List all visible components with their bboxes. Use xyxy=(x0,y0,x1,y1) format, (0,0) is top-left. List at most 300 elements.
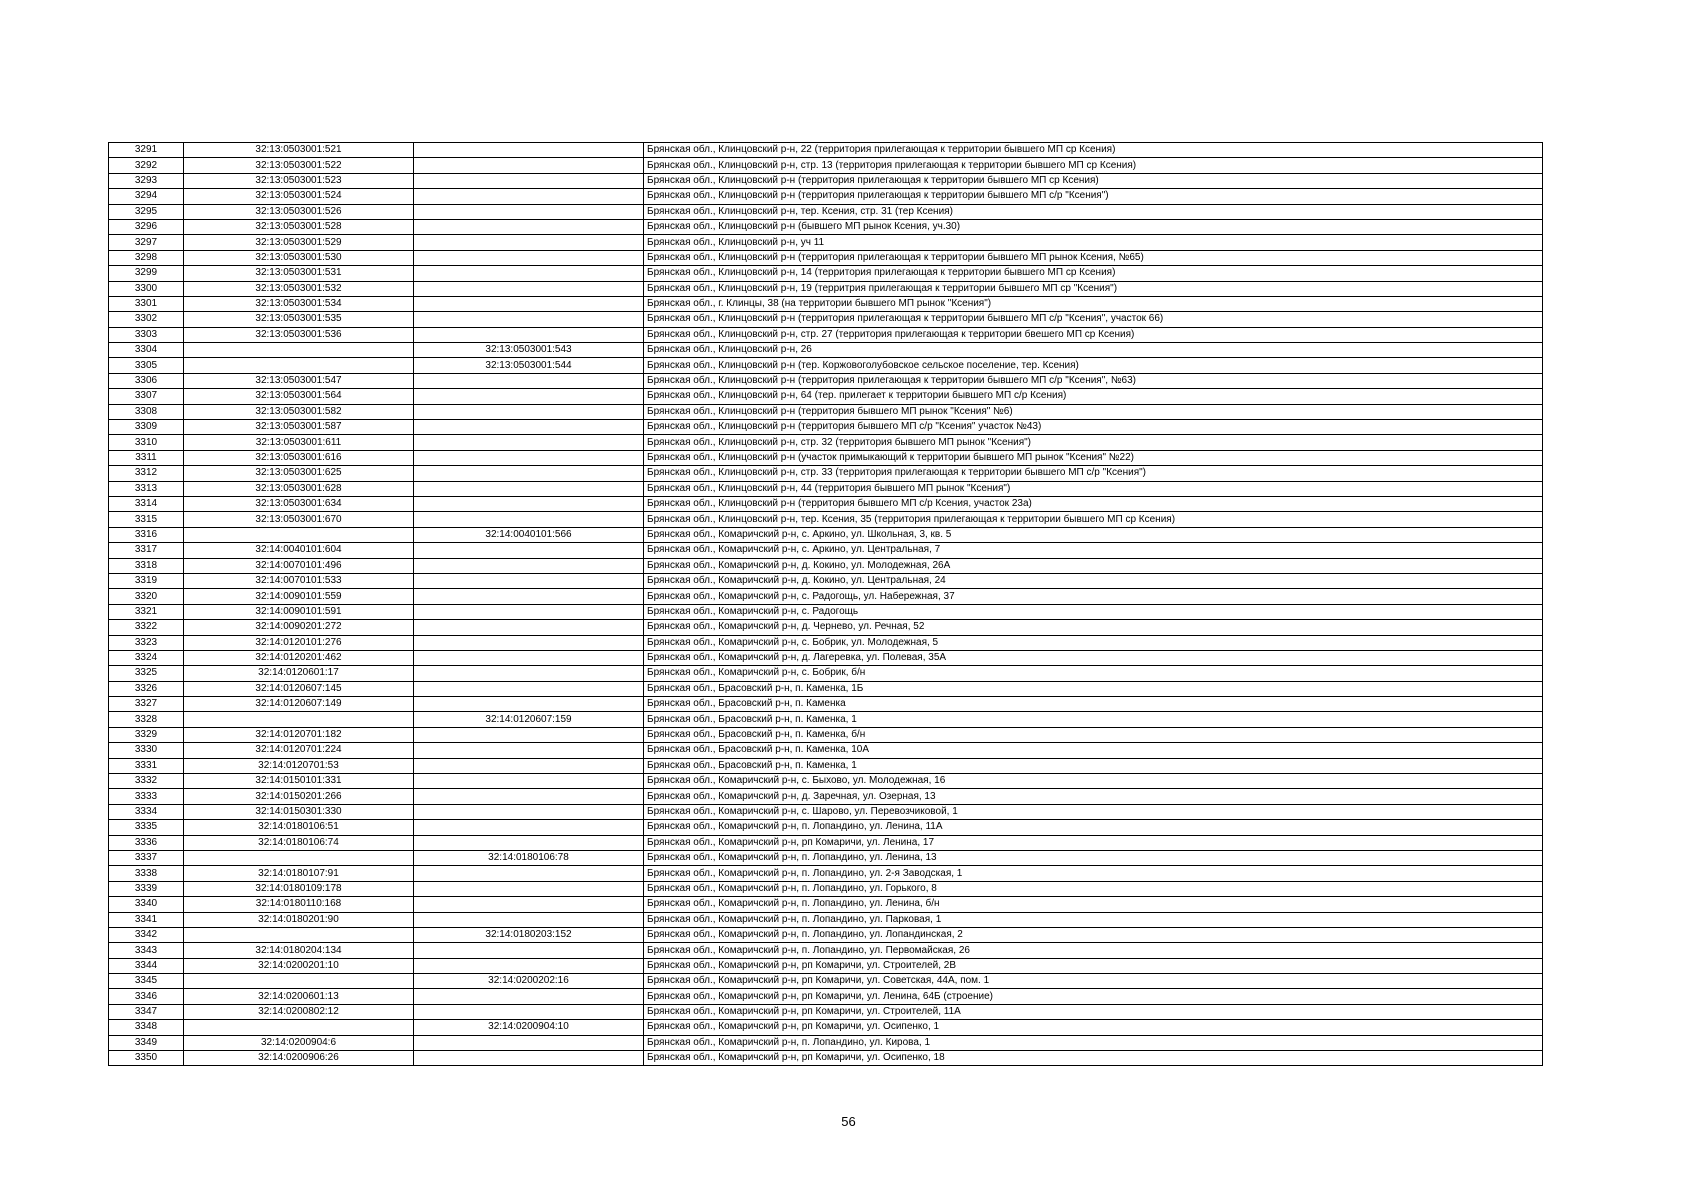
cadastral-number-cell: 32:14:0120701:182 xyxy=(184,727,414,742)
address-cell: Брянская обл., Клинцовский р-н, 64 (тер. прилегает к территории бывшего МП с/р Ксения) xyxy=(644,389,1543,404)
cadastral-number-cell: 32:14:0120701:224 xyxy=(184,743,414,758)
table-row xyxy=(109,250,1543,265)
row-number-cell: 3328 xyxy=(109,712,184,727)
address-cell: Брянская обл., Комаричский р-н, рп Комаричи, ул. Ленина, 17 xyxy=(644,835,1543,850)
cadastral-number-cell xyxy=(184,1020,414,1035)
address-cell: Брянская обл., Комаричский р-н, п. Лопандино, ул. Горького, 8 xyxy=(644,881,1543,896)
address-cell: Брянская обл., Брасовский р-н, п. Каменка, 1Б xyxy=(644,681,1543,696)
cadastral-number-alt-cell xyxy=(414,189,644,204)
table-row xyxy=(109,774,1543,789)
row-number-cell: 3309 xyxy=(109,420,184,435)
address-cell: Брянская обл., Клинцовский р-н, 22 (территория прилегающая к территории бывшего МП ср Ксения) xyxy=(644,143,1543,158)
cadastral-number-cell: 32:14:0150201:266 xyxy=(184,789,414,804)
cadastral-number-alt-cell xyxy=(414,281,644,296)
row-number-cell: 3305 xyxy=(109,358,184,373)
address-cell: Брянская обл., Брасовский р-н, п. Каменка, 1 xyxy=(644,758,1543,773)
address-cell: Брянская обл., Клинцовский р-н, стр. 13 (территория прилегающая к территории бывшего МП ср Ксения) xyxy=(644,158,1543,173)
table-row xyxy=(109,635,1543,650)
table-row xyxy=(109,1051,1543,1066)
row-number-cell: 3341 xyxy=(109,912,184,927)
cadastral-number-cell: 32:13:0503001:523 xyxy=(184,173,414,188)
row-number-cell: 3307 xyxy=(109,389,184,404)
cadastral-number-alt-cell xyxy=(414,373,644,388)
cadastral-number-cell xyxy=(184,343,414,358)
cadastral-number-alt-cell xyxy=(414,820,644,835)
cadastral-number-alt-cell xyxy=(414,804,644,819)
cadastral-number-alt-cell xyxy=(414,589,644,604)
table-row xyxy=(109,835,1543,850)
address-cell: Брянская обл., Брасовский р-н, п. Каменка, б/н xyxy=(644,727,1543,742)
address-cell: Брянская обл., Комаричский р-н, п. Лопандино, ул. Ленина, 13 xyxy=(644,850,1543,865)
table-row xyxy=(109,620,1543,635)
row-number-cell: 3304 xyxy=(109,343,184,358)
row-number-cell: 3303 xyxy=(109,327,184,342)
cadastral-number-cell: 32:13:0503001:625 xyxy=(184,466,414,481)
cadastral-number-cell: 32:13:0503001:524 xyxy=(184,189,414,204)
table-row xyxy=(109,604,1543,619)
address-cell: Брянская обл., Комаричский р-н, п. Лопандино, ул. Ленина, 11А xyxy=(644,820,1543,835)
property-table xyxy=(108,142,1543,1066)
address-cell: Брянская обл., Клинцовский р-н (территория прилегающая к территории бывшего МП рынок Ксения, №65) xyxy=(644,250,1543,265)
cadastral-number-cell xyxy=(184,358,414,373)
address-cell: Брянская обл., Комаричский р-н, д. Заречная, ул. Озерная, 13 xyxy=(644,789,1543,804)
cadastral-number-cell: 32:13:0503001:528 xyxy=(184,219,414,234)
table-row xyxy=(109,404,1543,419)
cadastral-number-cell: 32:13:0503001:532 xyxy=(184,281,414,296)
cadastral-number-alt-cell xyxy=(414,743,644,758)
cadastral-number-alt-cell xyxy=(414,912,644,927)
row-number-cell: 3332 xyxy=(109,774,184,789)
cadastral-number-alt-cell xyxy=(414,250,644,265)
property-table-container xyxy=(108,142,1542,1066)
cadastral-number-cell xyxy=(184,527,414,542)
address-cell: Брянская обл., Комаричский р-н, рп Комаричи, ул. Осипенко, 18 xyxy=(644,1051,1543,1066)
cadastral-number-cell: 32:14:0120607:149 xyxy=(184,697,414,712)
cadastral-number-alt-cell xyxy=(414,897,644,912)
cadastral-number-alt-cell xyxy=(414,327,644,342)
table-row xyxy=(109,543,1543,558)
cadastral-number-alt-cell xyxy=(414,404,644,419)
cadastral-number-alt-cell xyxy=(414,1051,644,1066)
row-number-cell: 3318 xyxy=(109,558,184,573)
address-cell: Брянская обл., Брасовский р-н, п. Каменка xyxy=(644,697,1543,712)
address-cell: Брянская обл., Комаричский р-н, с. Аркино, ул. Школьная, 3, кв. 5 xyxy=(644,527,1543,542)
row-number-cell: 3339 xyxy=(109,881,184,896)
cadastral-number-cell: 32:14:0180110:168 xyxy=(184,897,414,912)
address-cell: Брянская обл., Комаричский р-н, рп Комаричи, ул. Осипенко, 1 xyxy=(644,1020,1543,1035)
row-number-cell: 3342 xyxy=(109,927,184,942)
cadastral-number-cell: 32:14:0040101:604 xyxy=(184,543,414,558)
address-cell: Брянская обл., Клинцовский р-н (территория прилегающая к территории бывшего МП с/р "Ксения", участок 66) xyxy=(644,312,1543,327)
row-number-cell: 3312 xyxy=(109,466,184,481)
table-row xyxy=(109,897,1543,912)
row-number-cell: 3322 xyxy=(109,620,184,635)
address-cell: Брянская обл., Комаричский р-н, п. Лопандино, ул. Ленина, б/н xyxy=(644,897,1543,912)
row-number-cell: 3316 xyxy=(109,527,184,542)
address-cell: Брянская обл., Клинцовский р-н (территория прилегающая к территории бывшего МП с/р "Ксения", №63) xyxy=(644,373,1543,388)
cadastral-number-alt-cell xyxy=(414,389,644,404)
table-row xyxy=(109,820,1543,835)
address-cell: Брянская обл., Комаричский р-н, с. Радогощь, ул. Набережная, 37 xyxy=(644,589,1543,604)
row-number-cell: 3319 xyxy=(109,573,184,588)
table-row xyxy=(109,512,1543,527)
address-cell: Брянская обл., Клинцовский р-н, тер. Ксения, 35 (территория прилегающая к территории бывшего МП ср Ксения) xyxy=(644,512,1543,527)
address-cell: Брянская обл., Клинцовский р-н, стр. 32 (территория бывшего МП рынок "Ксения") xyxy=(644,435,1543,450)
row-number-cell: 3323 xyxy=(109,635,184,650)
table-row xyxy=(109,850,1543,865)
row-number-cell: 3326 xyxy=(109,681,184,696)
row-number-cell: 3325 xyxy=(109,666,184,681)
cadastral-number-alt-cell xyxy=(414,681,644,696)
address-cell: Брянская обл., Комаричский р-н, п. Лопандино, ул. Лопандинская, 2 xyxy=(644,927,1543,942)
cadastral-number-cell xyxy=(184,712,414,727)
address-cell: Брянская обл., Клинцовский р-н, 44 (территория бывшего МП рынок "Ксения") xyxy=(644,481,1543,496)
cadastral-number-cell: 32:13:0503001:521 xyxy=(184,143,414,158)
row-number-cell: 3306 xyxy=(109,373,184,388)
row-number-cell: 3320 xyxy=(109,589,184,604)
cadastral-number-alt-cell xyxy=(414,635,644,650)
address-cell: Брянская обл., Клинцовский р-н (территория прилегающая к территории бывшего МП ср Ксения) xyxy=(644,173,1543,188)
cadastral-number-alt-cell xyxy=(414,158,644,173)
cadastral-number-alt-cell xyxy=(414,296,644,311)
cadastral-number-cell: 32:14:0070101:533 xyxy=(184,573,414,588)
cadastral-number-alt-cell xyxy=(414,989,644,1004)
cadastral-number-cell: 32:14:0180106:51 xyxy=(184,820,414,835)
table-row xyxy=(109,420,1543,435)
address-cell: Брянская обл., Комаричский р-н, п. Лопандино, ул. Первомайская, 26 xyxy=(644,943,1543,958)
cadastral-number-alt-cell xyxy=(414,543,644,558)
cadastral-number-alt-cell xyxy=(414,420,644,435)
cadastral-number-alt-cell xyxy=(414,835,644,850)
row-number-cell: 3330 xyxy=(109,743,184,758)
address-cell: Брянская обл., г. Клинцы, 38 (на территории бывшего МП рынок "Ксения") xyxy=(644,296,1543,311)
cadastral-number-alt-cell xyxy=(414,774,644,789)
cadastral-number-cell: 32:13:0503001:587 xyxy=(184,420,414,435)
table-row xyxy=(109,573,1543,588)
cadastral-number-cell: 32:14:0200601:13 xyxy=(184,989,414,1004)
table-row xyxy=(109,466,1543,481)
address-cell: Брянская обл., Клинцовский р-н (тер. Коржовоголубовское сельское поселение, тер. Ксения) xyxy=(644,358,1543,373)
cadastral-number-cell: 32:14:0180109:178 xyxy=(184,881,414,896)
row-number-cell: 3333 xyxy=(109,789,184,804)
table-row xyxy=(109,481,1543,496)
cadastral-number-alt-cell xyxy=(414,312,644,327)
cadastral-number-alt-cell xyxy=(414,481,644,496)
cadastral-number-alt-cell: 32:14:0120607:159 xyxy=(414,712,644,727)
row-number-cell: 3292 xyxy=(109,158,184,173)
address-cell: Брянская обл., Клинцовский р-н, стр. 27 (территория прилегающая к территории бвешего МП ср Ксения) xyxy=(644,327,1543,342)
cadastral-number-alt-cell xyxy=(414,697,644,712)
table-row xyxy=(109,358,1543,373)
table-row xyxy=(109,143,1543,158)
address-cell: Брянская обл., Клинцовский р-н, уч 11 xyxy=(644,235,1543,250)
table-row xyxy=(109,789,1543,804)
cadastral-number-cell xyxy=(184,850,414,865)
cadastral-number-alt-cell xyxy=(414,573,644,588)
cadastral-number-cell: 32:13:0503001:582 xyxy=(184,404,414,419)
table-row xyxy=(109,327,1543,342)
address-cell: Брянская обл., Клинцовский р-н, стр. 33 (территория прилегающая к территории бывшего МП с/р "Ксения") xyxy=(644,466,1543,481)
row-number-cell: 3337 xyxy=(109,850,184,865)
address-cell: Брянская обл., Клинцовский р-н, 26 xyxy=(644,343,1543,358)
cadastral-number-alt-cell xyxy=(414,866,644,881)
cadastral-number-alt-cell xyxy=(414,1004,644,1019)
cadastral-number-alt-cell xyxy=(414,604,644,619)
address-cell: Брянская обл., Комаричский р-н, с. Радогощь xyxy=(644,604,1543,619)
row-number-cell: 3299 xyxy=(109,266,184,281)
cadastral-number-alt-cell xyxy=(414,266,644,281)
cadastral-number-alt-cell xyxy=(414,666,644,681)
cadastral-number-alt-cell: 32:14:0200202:16 xyxy=(414,974,644,989)
cadastral-number-cell: 32:14:0180201:90 xyxy=(184,912,414,927)
cadastral-number-alt-cell xyxy=(414,758,644,773)
row-number-cell: 3313 xyxy=(109,481,184,496)
table-row xyxy=(109,219,1543,234)
cadastral-number-alt-cell xyxy=(414,958,644,973)
cadastral-number-alt-cell xyxy=(414,450,644,465)
row-number-cell: 3340 xyxy=(109,897,184,912)
table-row xyxy=(109,389,1543,404)
table-row xyxy=(109,189,1543,204)
address-cell: Брянская обл., Комаричский р-н, рп Комаричи, ул. Строителей, 11А xyxy=(644,1004,1543,1019)
cadastral-number-cell: 32:14:0200201:10 xyxy=(184,958,414,973)
row-number-cell: 3334 xyxy=(109,804,184,819)
table-row xyxy=(109,235,1543,250)
table-row xyxy=(109,866,1543,881)
address-cell: Брянская обл., Комаричский р-н, п. Лопандино, ул. Кирова, 1 xyxy=(644,1035,1543,1050)
table-row xyxy=(109,281,1543,296)
row-number-cell: 3291 xyxy=(109,143,184,158)
cadastral-number-alt-cell: 32:14:0180106:78 xyxy=(414,850,644,865)
row-number-cell: 3297 xyxy=(109,235,184,250)
address-cell: Брянская обл., Комаричский р-н, рп Комаричи, ул. Ленина, 64Б (строение) xyxy=(644,989,1543,1004)
table-row xyxy=(109,373,1543,388)
address-cell: Брянская обл., Брасовский р-н, п. Каменка, 1 xyxy=(644,712,1543,727)
cadastral-number-cell: 32:14:0120601:17 xyxy=(184,666,414,681)
address-cell: Брянская обл., Комаричский р-н, с. Шарово, ул. Перевозчиковой, 1 xyxy=(644,804,1543,819)
address-cell: Брянская обл., Клинцовский р-н (территория бывшего МП рынок "Ксения" №6) xyxy=(644,404,1543,419)
cadastral-number-cell: 32:13:0503001:670 xyxy=(184,512,414,527)
address-cell: Брянская обл., Комаричский р-н, с. Быхово, ул. Молодежная, 16 xyxy=(644,774,1543,789)
cadastral-number-cell: 32:14:0120607:145 xyxy=(184,681,414,696)
cadastral-number-cell: 32:14:0200904:6 xyxy=(184,1035,414,1050)
row-number-cell: 3308 xyxy=(109,404,184,419)
page-number: 56 xyxy=(841,1114,856,1129)
cadastral-number-alt-cell: 32:14:0040101:566 xyxy=(414,527,644,542)
cadastral-number-cell: 32:14:0120101:276 xyxy=(184,635,414,650)
row-number-cell: 3300 xyxy=(109,281,184,296)
address-cell: Брянская обл., Комаричский р-н, п. Лопандино, ул. Парковая, 1 xyxy=(644,912,1543,927)
row-number-cell: 3346 xyxy=(109,989,184,1004)
table-row xyxy=(109,943,1543,958)
cadastral-number-cell: 32:14:0090201:272 xyxy=(184,620,414,635)
cadastral-number-cell: 32:13:0503001:531 xyxy=(184,266,414,281)
row-number-cell: 3347 xyxy=(109,1004,184,1019)
row-number-cell: 3345 xyxy=(109,974,184,989)
cadastral-number-alt-cell xyxy=(414,496,644,511)
row-number-cell: 3298 xyxy=(109,250,184,265)
cadastral-number-alt-cell xyxy=(414,558,644,573)
cadastral-number-cell: 32:14:0090101:591 xyxy=(184,604,414,619)
row-number-cell: 3317 xyxy=(109,543,184,558)
cadastral-number-cell: 32:13:0503001:616 xyxy=(184,450,414,465)
address-cell: Брянская обл., Клинцовский р-н, 14 (территория прилегающая к территории бывшего МП ср Ксения) xyxy=(644,266,1543,281)
address-cell: Брянская обл., Клинцовский р-н (территория прилегающая к территории бывшего МП с/р "Ксения") xyxy=(644,189,1543,204)
table-row xyxy=(109,1035,1543,1050)
table-row xyxy=(109,158,1543,173)
address-cell: Брянская обл., Клинцовский р-н, 19 (территрия прилегающая к территории бывшего МП ср "Ксения") xyxy=(644,281,1543,296)
cadastral-number-cell: 32:13:0503001:564 xyxy=(184,389,414,404)
table-row xyxy=(109,958,1543,973)
row-number-cell: 3295 xyxy=(109,204,184,219)
cadastral-number-cell: 32:14:0180106:74 xyxy=(184,835,414,850)
table-row xyxy=(109,804,1543,819)
cadastral-number-alt-cell: 32:13:0503001:543 xyxy=(414,343,644,358)
table-row xyxy=(109,558,1543,573)
cadastral-number-alt-cell xyxy=(414,727,644,742)
cadastral-number-alt-cell xyxy=(414,650,644,665)
cadastral-number-cell: 32:13:0503001:529 xyxy=(184,235,414,250)
table-row xyxy=(109,989,1543,1004)
table-row xyxy=(109,1020,1543,1035)
cadastral-number-cell: 32:14:0180107:91 xyxy=(184,866,414,881)
row-number-cell: 3296 xyxy=(109,219,184,234)
table-row xyxy=(109,204,1543,219)
table-row xyxy=(109,927,1543,942)
row-number-cell: 3343 xyxy=(109,943,184,958)
cadastral-number-cell: 32:13:0503001:526 xyxy=(184,204,414,219)
cadastral-number-cell: 32:13:0503001:547 xyxy=(184,373,414,388)
row-number-cell: 3349 xyxy=(109,1035,184,1050)
cadastral-number-cell: 32:13:0503001:534 xyxy=(184,296,414,311)
cadastral-number-cell: 32:13:0503001:535 xyxy=(184,312,414,327)
table-row xyxy=(109,450,1543,465)
cadastral-number-alt-cell xyxy=(414,466,644,481)
table-row xyxy=(109,312,1543,327)
cadastral-number-cell: 32:14:0150301:330 xyxy=(184,804,414,819)
cadastral-number-alt-cell xyxy=(414,173,644,188)
row-number-cell: 3302 xyxy=(109,312,184,327)
cadastral-number-cell: 32:14:0070101:496 xyxy=(184,558,414,573)
address-cell: Брянская обл., Клинцовский р-н, тер. Ксения, стр. 31 (тер Ксения) xyxy=(644,204,1543,219)
cadastral-number-alt-cell xyxy=(414,943,644,958)
cadastral-number-alt-cell xyxy=(414,235,644,250)
cadastral-number-alt-cell xyxy=(414,435,644,450)
address-cell: Брянская обл., Комаричский р-н, д. Кокино, ул. Центральная, 24 xyxy=(644,573,1543,588)
table-row xyxy=(109,266,1543,281)
cadastral-number-alt-cell xyxy=(414,219,644,234)
row-number-cell: 3336 xyxy=(109,835,184,850)
table-row xyxy=(109,712,1543,727)
cadastral-number-cell: 32:14:0150101:331 xyxy=(184,774,414,789)
address-cell: Брянская обл., Брасовский р-н, п. Каменка, 10А xyxy=(644,743,1543,758)
row-number-cell: 3335 xyxy=(109,820,184,835)
cadastral-number-cell: 32:13:0503001:536 xyxy=(184,327,414,342)
cadastral-number-alt-cell: 32:14:0200904:10 xyxy=(414,1020,644,1035)
row-number-cell: 3331 xyxy=(109,758,184,773)
address-cell: Брянская обл., Комаричский р-н, рп Комаричи, ул. Советская, 44А, пом. 1 xyxy=(644,974,1543,989)
row-number-cell: 3327 xyxy=(109,697,184,712)
address-cell: Брянская обл., Комаричский р-н, д. Лагеревка, ул. Полевая, 35А xyxy=(644,650,1543,665)
cadastral-number-alt-cell xyxy=(414,881,644,896)
cadastral-number-cell: 32:14:0090101:559 xyxy=(184,589,414,604)
cadastral-number-alt-cell: 32:13:0503001:544 xyxy=(414,358,644,373)
address-cell: Брянская обл., Клинцовский р-н (участок примыкающий к территории бывшего МП рынок "Ксения" №22) xyxy=(644,450,1543,465)
table-row xyxy=(109,435,1543,450)
address-cell: Брянская обл., Комаричский р-н, д. Кокино, ул. Молодежная, 26А xyxy=(644,558,1543,573)
table-row xyxy=(109,173,1543,188)
cadastral-number-alt-cell xyxy=(414,204,644,219)
cadastral-number-cell xyxy=(184,927,414,942)
table-row xyxy=(109,912,1543,927)
address-cell: Брянская обл., Комаричский р-н, с. Бобрик, б/н xyxy=(644,666,1543,681)
row-number-cell: 3344 xyxy=(109,958,184,973)
table-row xyxy=(109,881,1543,896)
table-row xyxy=(109,727,1543,742)
cadastral-number-cell: 32:13:0503001:530 xyxy=(184,250,414,265)
row-number-cell: 3301 xyxy=(109,296,184,311)
row-number-cell: 3310 xyxy=(109,435,184,450)
address-cell: Брянская обл., Клинцовский р-н (территория бывшего МП с/р Ксения, участок 23а) xyxy=(644,496,1543,511)
row-number-cell: 3314 xyxy=(109,496,184,511)
address-cell: Брянская обл., Комаричский р-н, п. Лопандино, ул. 2-я Заводская, 1 xyxy=(644,866,1543,881)
table-row xyxy=(109,743,1543,758)
table-row xyxy=(109,343,1543,358)
address-cell: Брянская обл., Комаричский р-н, с. Бобрик, ул. Молодежная, 5 xyxy=(644,635,1543,650)
cadastral-number-alt-cell xyxy=(414,143,644,158)
address-cell: Брянская обл., Комаричский р-н, с. Аркино, ул. Центральная, 7 xyxy=(644,543,1543,558)
table-row xyxy=(109,650,1543,665)
table-row xyxy=(109,496,1543,511)
row-number-cell: 3329 xyxy=(109,727,184,742)
cadastral-number-cell: 32:14:0200906:26 xyxy=(184,1051,414,1066)
cadastral-number-cell: 32:14:0200802:12 xyxy=(184,1004,414,1019)
cadastral-number-alt-cell xyxy=(414,1035,644,1050)
row-number-cell: 3324 xyxy=(109,650,184,665)
cadastral-number-cell: 32:14:0180204:134 xyxy=(184,943,414,958)
table-row xyxy=(109,527,1543,542)
row-number-cell: 3293 xyxy=(109,173,184,188)
table-row xyxy=(109,697,1543,712)
table-row xyxy=(109,296,1543,311)
address-cell: Брянская обл., Комаричский р-н, д. Чернево, ул. Речная, 52 xyxy=(644,620,1543,635)
row-number-cell: 3338 xyxy=(109,866,184,881)
cadastral-number-cell: 32:13:0503001:611 xyxy=(184,435,414,450)
cadastral-number-cell: 32:13:0503001:522 xyxy=(184,158,414,173)
cadastral-number-alt-cell xyxy=(414,512,644,527)
row-number-cell: 3350 xyxy=(109,1051,184,1066)
row-number-cell: 3294 xyxy=(109,189,184,204)
cadastral-number-cell: 32:13:0503001:634 xyxy=(184,496,414,511)
cadastral-number-alt-cell xyxy=(414,620,644,635)
cadastral-number-cell: 32:14:0120201:462 xyxy=(184,650,414,665)
address-cell: Брянская обл., Комаричский р-н, рп Комаричи, ул. Строителей, 2В xyxy=(644,958,1543,973)
cadastral-number-cell: 32:14:0120701:53 xyxy=(184,758,414,773)
table-row xyxy=(109,974,1543,989)
row-number-cell: 3321 xyxy=(109,604,184,619)
cadastral-number-alt-cell xyxy=(414,789,644,804)
address-cell: Брянская обл., Клинцовский р-н (территория бывшего МП с/р "Ксения" участок №43) xyxy=(644,420,1543,435)
table-row xyxy=(109,589,1543,604)
row-number-cell: 3348 xyxy=(109,1020,184,1035)
row-number-cell: 3315 xyxy=(109,512,184,527)
row-number-cell: 3311 xyxy=(109,450,184,465)
cadastral-number-cell xyxy=(184,974,414,989)
table-row xyxy=(109,681,1543,696)
table-row xyxy=(109,1004,1543,1019)
table-body xyxy=(109,143,1543,1066)
cadastral-number-cell: 32:13:0503001:628 xyxy=(184,481,414,496)
